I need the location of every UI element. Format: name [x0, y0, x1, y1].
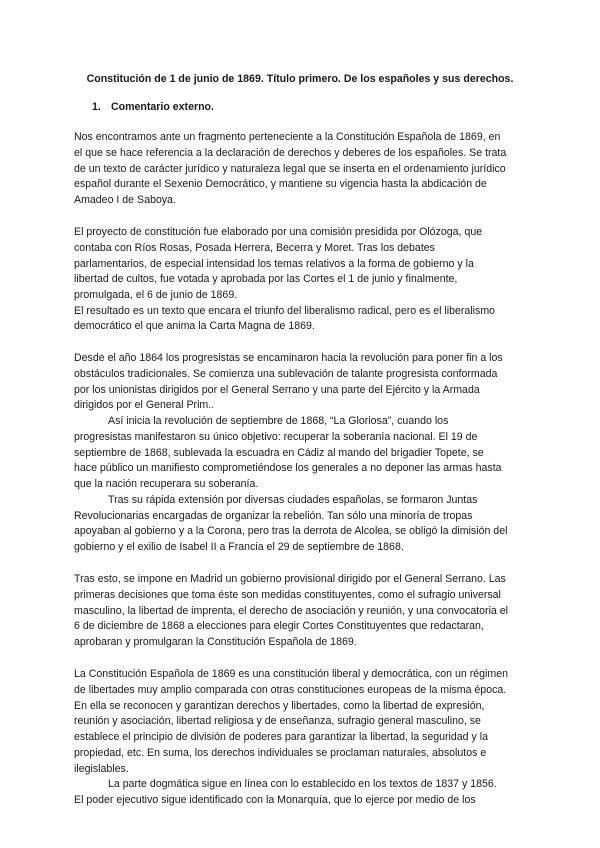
text-line: 6 de diciembre de 1868 a elecciones para elegir Cortes Constituyentes que redactaran, [74, 620, 484, 632]
text-line: El proyecto de constitución fue elaborado por una comisión presidida por Olózoga, que [74, 226, 483, 238]
text-line: de libertades muy amplio comparada con otras constituciones europeas de la misma época. [74, 684, 507, 696]
text-line: septiembre de 1868, sublevada la escuadra en Cádiz al mando del brigadier Topete, se [74, 447, 484, 459]
text-line: primeras decisiones que toma éste son medidas constituyentes, como el sufragio universal [74, 589, 501, 601]
section-label: Comentario externo. [110, 101, 214, 113]
text-line: español durante el Sexenio Democrático, y mantiene su vigencia hasta la abdicación de [74, 178, 487, 190]
text-line: contaba con Ríos Rosas, Posada Herrera, Becerra y Moret. Tras los debates [74, 242, 435, 254]
text-line: de un texto de carácter jurídico y naturaleza legal que se inserta en el ordenamiento jurídico [74, 163, 506, 175]
text-line: Así inicia la revolución de septiembre de 1868, “La Gloriosa”, cuando los [108, 415, 449, 427]
text-line: Revolucionarias encargadas de organizar la rebelión. Tan sólo una minoría de tropas [74, 510, 473, 522]
text-line: aprobaran y promulgaran la Constitución Española de 1869. [74, 636, 357, 648]
text-line: masculino, la libertad de imprenta, el derecho de asociación y reunión, y una convocatoria el [74, 605, 509, 617]
document-title: Constitución de 1 de junio de 1869. Título primero. De los españoles y sus derechos. [86, 73, 514, 85]
text-line: reunión y asociación, libertad religiosa y de enseñanza, sufragio general masculino, se [74, 715, 481, 727]
text-line: parlamentarios, de especial intensidad los temas relativos a la forma de gobierno y la [74, 258, 474, 270]
text-line: libertad de cultos, fue votada y aprobada por las Cortes el 1 de junio y finalmente, [74, 273, 458, 285]
section-number: 1. [92, 101, 101, 113]
text-line: dirigidos por el General Prim.. [74, 399, 215, 411]
text-line: por los unionistas dirigidos por el General Serrano y una parte del Ejército y la Armada [74, 384, 480, 396]
text-line: El poder ejecutivo sigue identificado con la Monarquía, que lo ejerce por medio de los [74, 794, 476, 806]
text-line: ilegislables. [74, 763, 129, 775]
text-line: que la nación recuperara su soberanía. [74, 478, 259, 490]
text-line: democrático el que anima la Carta Magna de 1869. [74, 320, 315, 332]
text-line: hace público un manifiesto comprometiéndose los generales a no deponer las armas hasta [74, 462, 502, 474]
text-line: Amadeo I de Saboya. [74, 194, 176, 206]
text-line: El resultado es un texto que encara el triunfo del liberalismo radical, pero es el liberalismo [74, 305, 496, 317]
text-line: propiedad, etc. En suma, los derechos individuales se proclaman naturales, absolutos e [74, 747, 487, 759]
text-line: establece el principio de división de poderes para garantizar la libertad, la seguridad y la [74, 731, 488, 743]
text-line: progresistas manifestaron su único objetivo: recuperar la soberanía nacional. El 19 de [74, 431, 478, 443]
text-line: La Constitución Española de 1869 es una constitución liberal y democrática, con un régimen [74, 668, 509, 680]
text-line: el que se hace referencia a la declaración de derechos y deberes de los españoles. Se trata [74, 147, 507, 159]
text-line: En ella se reconocen y garantizan derechos y libertades, como la libertad de expresión, [74, 700, 485, 712]
text-line: Tras su rápida extensión por diversas ciudades españolas, se formaron Juntas [108, 494, 478, 506]
text-line: Tras esto, se impone en Madrid un gobierno provisional dirigido por el General Serrano. Las [74, 573, 506, 585]
text-line: gobierno y el exilio de Isabel II a Francia el 29 de septiembre de 1868. [74, 541, 404, 553]
text-line: La parte dogmática sigue en línea con lo establecido en los textos de 1837 y 1856. [108, 778, 497, 790]
text-line: apoyaban al gobierno y a la Corona, pero tras la derrota de Alcolea, se obligó la dimisión del [74, 525, 508, 537]
text-line: Desde el año 1864 los progresistas se encaminaron hacia la revolución para poner fin a los [74, 352, 503, 364]
text-line: obstáculos tradicionales. Se comienza una sublevación de talante progresista conformada [74, 368, 498, 380]
section-heading [92, 100, 214, 114]
text-line: promulgada, el 6 de junio de 1869. [74, 289, 238, 301]
text-line: Nos encontramos ante un fragmento perteneciente a la Constitución Española de 1869, en [74, 131, 501, 143]
